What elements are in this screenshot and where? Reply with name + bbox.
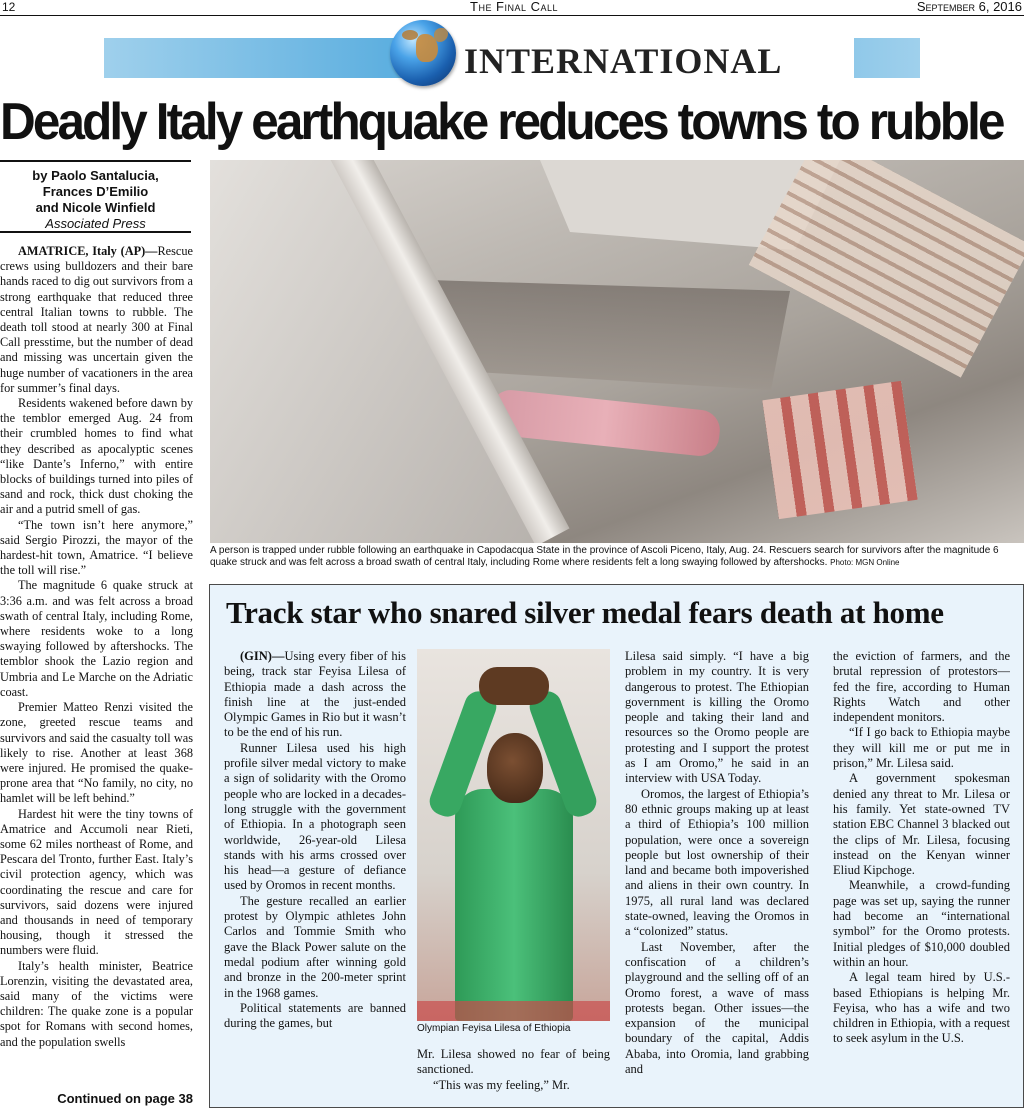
photo-caption: A person is trapped under rubble following an earthquake in Capodacqua State in the province of Ascoli Piceno, Italy, Aug. 24. Rescuers search for survivors after the magnitude 6 quake struck and was felt across a broad swath of central Italy, including Rome where residents felt a long swaying followed by aftershocks. Photo: MGN Online [210, 545, 999, 568]
paragraph: “This was my feeling,” Mr. [433, 1077, 570, 1092]
paragraph: (GIN)—Using every fiber of his being, track star Feyisa Lilesa of Ethiopia made a dash across the finish line at the just-ended Olympic Games in Rio but it wasn’t to be the end of his run. [224, 649, 406, 740]
page-number: 12 [2, 0, 16, 14]
paragraph: Political statements are banned during the games, but [224, 1000, 406, 1031]
paragraph: “The town isn’t here anymore,” said Sergio Pirozzi, the mayor of the hardest-hit town, Amatrice. “I believe the toll will rise.” [0, 517, 193, 578]
paragraph: Last November, after the confiscation of a children’s playground and the selling off of an Oromo forest, a wave of mass protests began. Other issues—the expansion of the municipal boundary of the capital, Addis Ababa, into Oromia, land grabbing and [625, 939, 809, 1077]
sidebar-headline: Track star who snared silver medal fears death at home [226, 595, 944, 630]
byline-name: by Paolo Santalucia, [32, 168, 159, 183]
sidebar-column-2 [417, 1047, 610, 1107]
paragraph: Lilesa said simply. “I have a big problem in my country. It is very dangerous to protest. The Ethiopian government is killing the Oromo people and taking their land and resources so the Oromo people are protesting and I support the protest as I am Oromo,” he said in an interview with USA Today. [625, 649, 809, 786]
paragraph: Residents wakened before dawn by the temblor emerged Aug. 24 from their crumbled homes to find what they described as apocalyptic scenes “like Dante’s Inferno,” with entire blocks of buildings turned into piles of sand and rock, thick dust choking the air and a putrid smell of gas. [0, 396, 193, 517]
paragraph: Premier Matteo Renzi visited the zone, greeted rescue teams and survivors and said the casualty toll was likely to rise. Another at least 368 were injured. He promised the quake-prone area that “No family, no city, no hamlet will be left behind.” [0, 700, 193, 806]
photo-credit: Photo: MGN Online [830, 558, 900, 567]
paragraph: the eviction of farmers, and the brutal repression of protestors—fed the fire, according to Human Rights Watch and other independent monitors. [833, 649, 1010, 725]
athlete-photo [417, 649, 610, 1021]
publication-name: The Final Call [470, 0, 559, 14]
paragraph: The gesture recalled an earlier protest by Olympic athletes John Carlos and Tommie Smith who gave the Black Power salute on the medal podium after winning gold and bronze in the 200-meter sprint in the 1968 games. [224, 893, 406, 1000]
paragraph: Oromos, the largest of Ethiopia’s 80 ethnic groups making up at least a third of Ethiopia’s 100 million population, were once a sovereign people but lost ownership of their land and became both impoverished and aliens in their own country. In 1975, all rural land was declared state-owned, leaving the Oromos in a “colonized” status. [625, 786, 809, 939]
main-headline: Deadly Italy earthquake reduces towns to rubble [0, 93, 1003, 151]
dateline: AMATRICE, Italy (AP)— [18, 244, 158, 258]
section-label: INTERNATIONAL [464, 41, 783, 81]
paragraph: Hardest hit were the tiny towns of Amatrice and Accumoli near Rieti, some 62 miles northeast of Rome, and Pescara del Tronto, further East. Italy’s civil protection agency, which was coordinating the rescue and care for survivors, said dozens were injured and thousands in need of temporary housing, though it stressed the numbers were fluid. [0, 806, 193, 958]
main-story-body [0, 244, 193, 1088]
paragraph: A government spokesman denied any threat to Mr. Lilesa or his family. Yet state-owned TV station EBC Channel 3 blacked out the clips of Mr. Lilesa, focusing instead on the Kenyan winner Eliud Kipchoge. [833, 771, 1010, 878]
issue-date: September 6, 2016 [916, 0, 1022, 14]
paragraph: Meanwhile, a crowd-funding page was set up, saying the runner had become an “international symbol” for the Oromo protests. Initial pledges of $10,000 doubled within an hour. [833, 878, 1010, 969]
athlete-photo-caption: Olympian Feyisa Lilesa of Ethiopia [417, 1023, 571, 1034]
dateline: (GIN)— [240, 649, 285, 663]
globe-icon [390, 20, 456, 86]
sidebar-column-4 [833, 649, 1010, 1089]
byline-name: and Nicole Winfield [35, 200, 156, 215]
paragraph: The magnitude 6 quake struck at 3:36 a.m. and was felt across a broad swath of central Italy, including Rome, where residents woke to a long swaying followed by aftershocks. The temblor shook the Lazio region and Umbria and Le Marche on the Adriatic coast. [0, 578, 193, 699]
continued-link[interactable]: Continued on page 38 [57, 1091, 193, 1106]
byline-name: Frances D’Emilio [42, 184, 149, 199]
paragraph: A legal team hired by U.S.-based Ethiopians is helping Mr. Feyisa, who has a wife and two children in Ethiopia, with a request to seek asylum in the U.S. [833, 970, 1010, 1046]
paragraph: “If I go back to Ethiopia maybe they will kill me or put me in prison,” Mr. Lilesa said. [833, 725, 1010, 771]
sidebar-column-1 [224, 649, 406, 1104]
paragraph: Mr. Lilesa showed no fear of being sanctioned. [417, 1047, 610, 1077]
sidebar-story [209, 584, 1024, 1108]
paragraph: Italy’s health minister, Beatrice Lorenzin, visiting the devastated area, said many of the victims were children: The quake zone is a popular spot for Romans with second homes, and the population swells [0, 958, 193, 1049]
paragraph: Runner Lilesa used his high profile silver medal victory to make a sign of solidarity with the Oromo people who are locked in a decades-long struggle with the government of Ethiopia. In a photograph seen worldwide, 26-year-old Lilesa stands with his arms crossed over his head—a gesture of defiance used by Oromos in recent months. [224, 740, 406, 893]
byline-org: Associated Press [45, 216, 146, 231]
sidebar-column-3 [625, 649, 809, 1089]
byline [0, 160, 191, 233]
paragraph: AMATRICE, Italy (AP)—Rescue crews using bulldozers and their bare hands raced to dig out survivors from a strong earthquake that reduced three central Italian towns to rubble. The death toll stood at nearly 300 at Final Call presstime, but the number of dead and missing was uncertain given the huge number of vacationers in the area for summer’s final days. [0, 244, 193, 395]
earthquake-photo [210, 160, 1024, 543]
page-header [0, 0, 1024, 16]
